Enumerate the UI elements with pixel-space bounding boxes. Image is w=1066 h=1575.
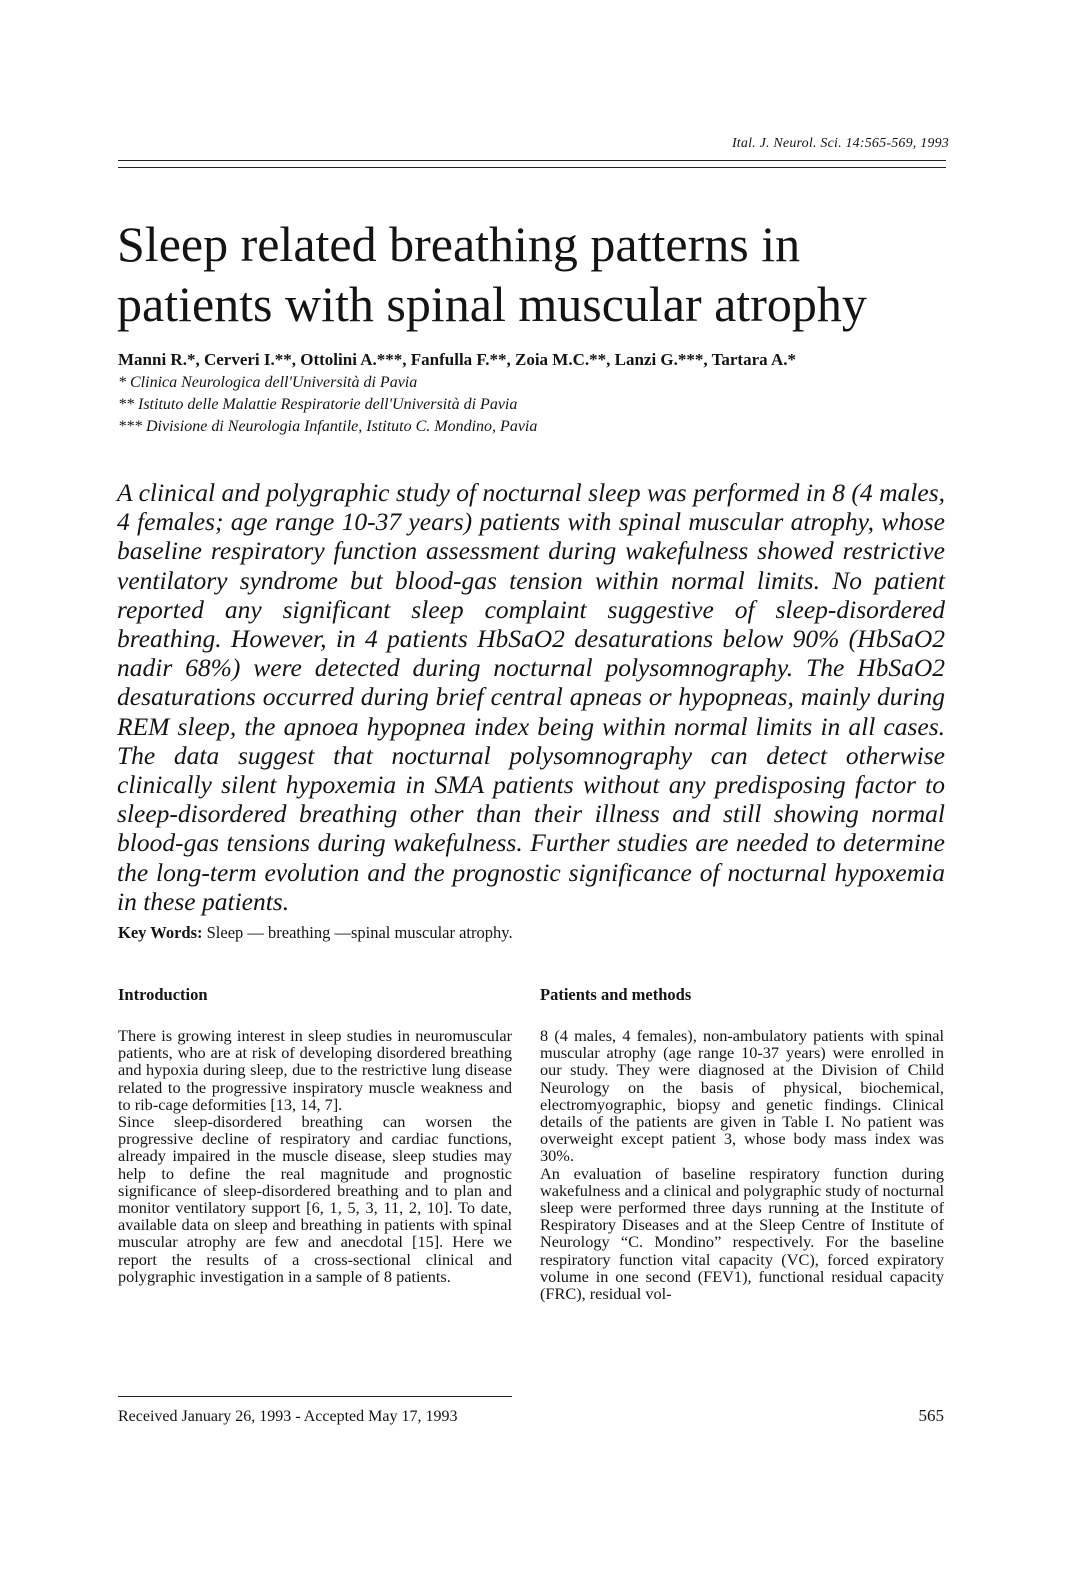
received-date: Received January 26, 1993 - Accepted May 17, 1993 bbox=[118, 1408, 458, 1425]
affiliation-list bbox=[118, 372, 537, 438]
abstract: A clinical and polygraphic study of nocturnal sleep was performed in 8 (4 males, 4 females; age range 10-37 years) patients with spinal muscular atrophy, whose baseline respiratory function assessment during wakefulness showed restrictive ventilatory syndrome but blood-gas tension within normal limits. No patient reported any significant sleep complaint suggestive of sleep-disordered breathing. However, in 4 patients HbSaO2 desaturations below 90% (HbSaO2 nadir 68%) were detected during nocturnal polysomnography. The HbSaO2 desaturations occurred during brief central apneas or hypopneas, mainly during REM sleep, the apnoea hypopnea index being within normal limits in all cases. The data suggest that nocturnal polysomnography can detect otherwise clinically silent hypoxemia in SMA patients without any predisposing factor to sleep-disordered breathing other than their illness and still showing normal blood-gas tensions during wakefulness. Further studies are needed to determine the long-term evolution and the prognostic significance of nocturnal hypoxemia in these patients. bbox=[117, 478, 945, 916]
right-column bbox=[540, 985, 944, 1302]
introduction-heading: Introduction bbox=[118, 985, 208, 1004]
footnote-rule bbox=[118, 1396, 512, 1397]
keywords-text: Sleep — breathing —spinal muscular atrophy. bbox=[206, 923, 513, 942]
journal-reference: Ital. J. Neurol. Sci. 14:565-569, 1993 bbox=[731, 136, 949, 151]
left-column bbox=[118, 985, 512, 1285]
methods-heading: Patients and methods bbox=[540, 985, 692, 1004]
methods-paragraph: An evaluation of baseline respiratory function during wakefulness and a clinical and polygraphic study of nocturnal sleep were performed three days running at the Institute of Respiratory Diseases and at the Sleep Centre of Institute of Neurology “C. Mondino” respectively. For the baseline respiratory function vital capacity (VC), forced expiratory volume in one second (FEV1), functional residual capacity (FRC), residual vol- bbox=[540, 1163, 944, 1304]
page-number: 565 bbox=[918, 1406, 944, 1425]
affiliation-item: *** Divisione di Neurologia Infantile, Istituto C. Mondino, Pavia bbox=[118, 418, 538, 435]
methods-paragraph: 8 (4 males, 4 females), non-ambulatory patients with spinal muscular atrophy (age range 10-37 years) were enrolled in our study. They were diagnosed at the Division of Child Neurology on the basis of physical, biochemical, electromyographic, biopsy and genetic findings. Clinical details of the patients are given in Table I. No patient was overweight except patient 3, whose body mass index was 30%. bbox=[540, 1026, 944, 1166]
introduction-paragraph: There is growing interest in sleep studies in neuromuscular patients, who are at risk of developing disordered breathing and hypoxia during sleep, due to the restrictive lung disease related to the progressive inspiratory muscle weakness and to rib-cage deformities [13, 14, 7]. bbox=[118, 1026, 512, 1114]
keywords-label: Key Words: bbox=[118, 923, 203, 942]
author-list: Manni R.*, Cerveri I.**, Ottolini A.***, Fanfulla F.**, Zoia M.C.**, Lanzi G.***, Tartara A.* bbox=[118, 350, 796, 369]
header-rule bbox=[118, 160, 946, 168]
article-title: Sleep related breathing patterns in patients with spinal muscular atrophy bbox=[117, 216, 867, 332]
affiliation-item: ** Istituto delle Malattie Respiratorie dell'Università di Pavia bbox=[118, 396, 518, 413]
affiliation-item: * Clinica Neurologica dell'Università di Pavia bbox=[118, 374, 418, 391]
introduction-paragraph: Since sleep-disordered breathing can worsen the progressive decline of respiratory and cardiac functions, already impaired in the muscle disease, sleep studies may help to define the real magnitude and prognostic significance of sleep-disordered breathing and to plan and monitor ventilatory support [6, 1, 5, 3, 11, 2, 10]. To date, available data on sleep and breathing in patients with spinal muscular atrophy are few and anecdotal [15]. Here we report the results of a cross-sectional clinical and polygraphic investigation in a sample of 8 patients. bbox=[118, 1112, 512, 1286]
keywords-line bbox=[118, 923, 513, 943]
